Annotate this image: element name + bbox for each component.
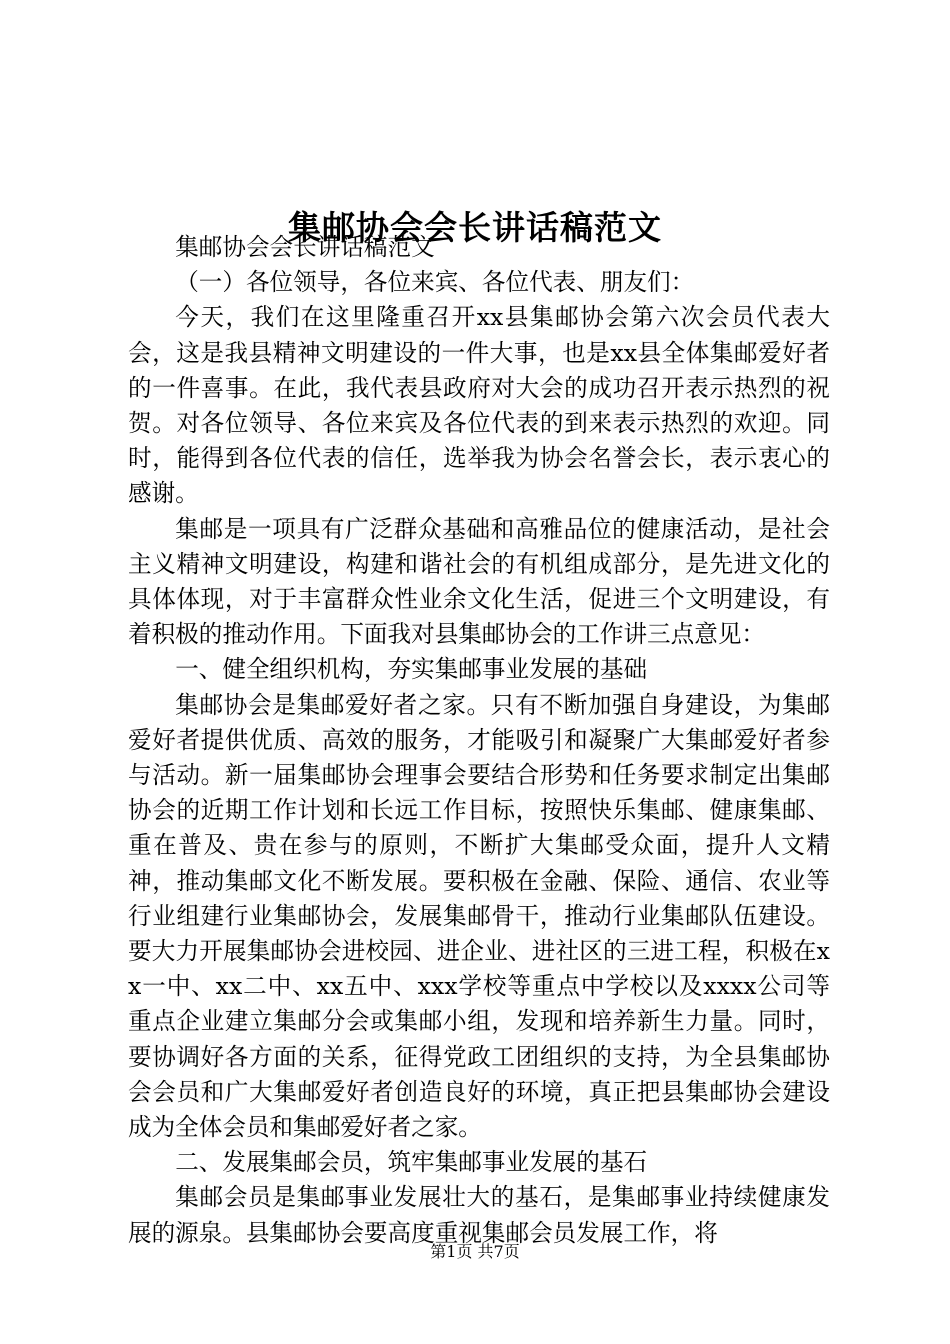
page-title: 集邮协会会长讲话稿范文	[288, 208, 662, 248]
body-paragraph: 集邮会员是集邮事业发展壮大的基石，是集邮事业持续健康发展的源泉。县集邮协会要高度重视集邮会员发展工作，将	[128, 1183, 830, 1247]
document-body	[128, 230, 830, 1251]
section-heading: 二、发展集邮会员，筑牢集邮事业发展的基石	[175, 1148, 648, 1177]
body-paragraph: 集邮是一项具有广泛群众基础和高雅品位的健康活动，是社会主义精神文明建设，构建和谐社会的有机组成部分，是先进文化的具体体现，对于丰富群众性业余文化生活，促进三个文明建设，有着积极的推动作用。下面我对县集邮协会的工作讲三点意见：	[128, 514, 830, 649]
salutation-paragraph: （一）各位领导，各位来宾、各位代表、朋友们：	[175, 268, 695, 297]
section-heading: 一、健全组织机构，夯实集邮事业发展的基础	[175, 655, 648, 684]
page-number-footer: 第1页 共7页	[430, 1242, 520, 1261]
subtitle-paragraph: 集邮协会会长讲话稿范文	[175, 233, 435, 261]
body-paragraph: 今天，我们在这里隆重召开xx县集邮协会第六次会员代表大会，这是我县精神文明建设的一件大事，也是xx县全体集邮爱好者的一件喜事。在此，我代表县政府对大会的成功召开表示热烈的祝贺。对各位领导、各位来宾及各位代表的到来表示热烈的欢迎。同时，能得到各位代表的信任，选举我为协会名誉会长，表示衷心的感谢。	[128, 303, 830, 508]
body-paragraph: 集邮协会是集邮爱好者之家。只有不断加强自身建设，为集邮爱好者提供优质、高效的服务，才能吸引和凝聚广大集邮爱好者参与活动。新一届集邮协会理事会要结合形势和任务要求制定出集邮协会的近期工作计划和长远工作目标，按照快乐集邮、健康集邮、重在普及、贵在参与的原则，不断扩大集邮受众面，提升人文精神，推动集邮文化不断发展。要积极在金融、保险、通信、农业等行业组建行业集邮协会，发展集邮骨干，推动行业集邮队伍建设。要大力开展集邮协会进校园、进企业、进社区的三进工程，积极在xx一中、xx二中、xx五中、xxx学校等重点中学校以及xxxx公司等重点企业建立集邮分会或集邮小组，发现和培养新生力量。同时，要协调好各方面的关系，征得党政工团组织的支持，为全县集邮协会会员和广大集邮爱好者创造良好的环境，真正把县集邮协会建设成为全体会员和集邮爱好者之家。	[128, 690, 830, 1142]
